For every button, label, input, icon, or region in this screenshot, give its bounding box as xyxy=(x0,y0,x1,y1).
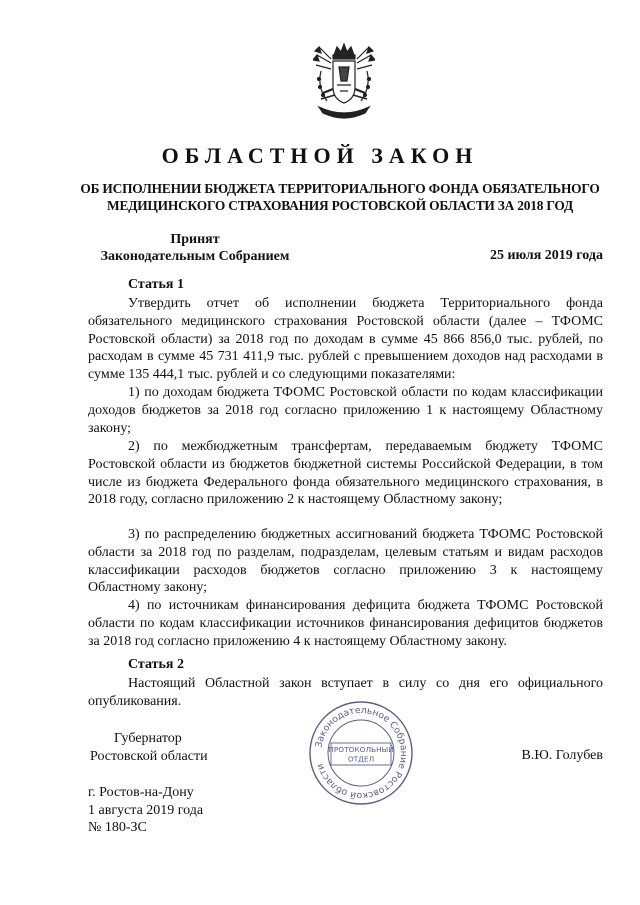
signature-name: В.Ю. Голубев xyxy=(521,748,603,763)
article-2-title: Статья 2 xyxy=(128,657,184,672)
law-subtitle xyxy=(70,180,610,214)
signing-city: г. Ростов-на-Дону xyxy=(88,785,194,800)
place-date-block xyxy=(88,784,203,837)
stamp-inner-line-1: ПРОТОКОЛЬНЫЙ xyxy=(328,745,394,754)
adopted-body: Законодательным Собранием xyxy=(100,249,290,264)
stamp-inner-line-2: ОТДЕЛ xyxy=(347,754,375,764)
subtitle-line-1: ОБ ИСПОЛНЕНИИ БЮДЖЕТА ТЕРРИТОРИАЛЬНОГО ФОНДА ОБЯЗАТЕЛЬНОГО xyxy=(80,181,600,196)
official-stamp xyxy=(308,700,414,806)
article-1-item-4: 4) по источникам финансирования дефицита бюджета ТФОМС Ростовской области по кодам классификации источников финансирования дефицитов бюджетов за 2018 год согласно приложению 4 к настоящему Областному закону. xyxy=(88,598,603,649)
rostov-region-coat-of-arms-icon xyxy=(313,41,375,121)
article-1-intro: Утвердить отчет об исполнении бюджета Территориального фонда обязательного медицинского страхования Ростовской области (далее – ТФОМС Ростовской области) за 2018 год по доходам в сумме 45 866 856,0 тыс. рублей, по расходам в сумме 45 731 411,9 тыс. рублей с превышением доходов над расходами в сумме 135 444,1 тыс. рублей и со следующими показателями: xyxy=(88,296,603,383)
article-1-item-1: 1) по доходам бюджета ТФОМС Ростовской области по кодам классификации доходов бюджетов за 2018 год согласно приложению 1 к настоящему Областному закону; xyxy=(88,385,603,436)
article-1-title: Статья 1 xyxy=(128,277,184,292)
subtitle-line-2: МЕДИЦИНСКОГО СТРАХОВАНИЯ РОСТОВСКОЙ ОБЛАСТИ ЗА 2018 ГОД xyxy=(107,198,573,213)
adopted-date: 25 июля 2019 года xyxy=(489,248,603,263)
article-1-item-2: 2) по межбюджетным трансфертам, передаваемым бюджету ТФОМС Ростовской области из бюджетов бюджетной системы Российской Федерации, в том числе из бюджета Федерального фонда обязательного медицинского страхования, в 2018 году, согласно приложению 2 к настоящему Областному закону; xyxy=(88,439,603,508)
signature-position-title: Губернатор xyxy=(114,731,182,746)
signing-date: 1 августа 2019 года xyxy=(88,802,204,818)
stamp-ring-text: Законодательное Собрание Ростовской области xyxy=(313,704,410,802)
signature-position-region: Ростовской области xyxy=(90,748,208,764)
adopted-label: Принят xyxy=(170,232,220,247)
article-2-text: Настоящий Областной закон вступает в силу со дня его официального опубликования. xyxy=(88,676,603,709)
law-number: № 180-ЗС xyxy=(88,820,147,835)
signature-position xyxy=(90,730,208,765)
adopted-by xyxy=(88,231,302,265)
law-title: ОБЛАСТНОЙ ЗАКОН xyxy=(161,143,479,168)
article-1-item-3: 3) по распределению бюджетных ассигнований бюджета ТФОМС Ростовской области за 2018 год по разделам, подразделам, целевым статьям и видам расходов классификации расходов бюджетов согласно приложению 3 к настоящему Областному закону; xyxy=(88,527,603,596)
